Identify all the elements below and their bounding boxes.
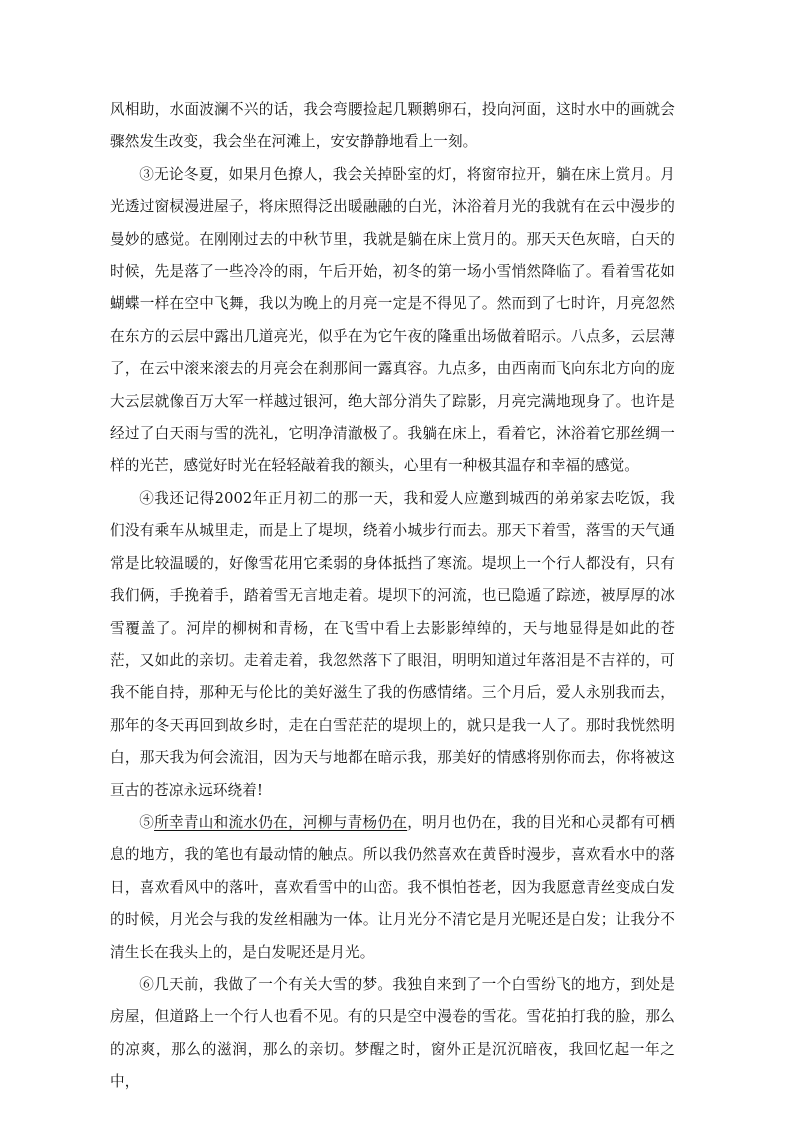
paragraph-6: ⑥几天前，我做了一个有关大雪的梦。我独自来到了一个白雪纷飞的地方，到处是房屋，但道路上一个行人也看不见。有的只是空中漫卷的雪花。雪花拍打我的脸，那么的凉爽，那么的滋润，那么的亲切。梦醒之时，窗外正是沉沉暗夜，我回忆起一年之中， — [110, 975, 675, 1091]
paragraph-4: ④我还记得2002年正月初二的那一天，我和爱人应邀到城西的弟弟家去吃饭，我们没有乘车从城里走，而是上了堤坝，绕着小城步行而去。那天下着雪，落雪的天气通常是比较温暖的，好像雪花用它柔弱的身体抵挡了寒流。堤坝上一个行人都没有，只有我们俩，手挽着手，踏着雪无言地走着。堤坝下的河流，也已隐遁了踪迹，被厚厚的冰雪覆盖了。河岸的柳树和青杨，在飞雪中看上去影影绰绰的，天与地显得是如此的苍茫，又如此的亲切。走着走着，我忽然落下了眼泪，明明知道过年落泪是不吉祥的，可我不能自持，那种无与伦比的美好滋生了我的伤感情绪。三个月后，爱人永别我而去，那年的冬天再回到故乡时，走在白雪茫茫的堤坝上的，就只是我一人了。那时我恍然明白，那天我为何会流泪，因为天与地都在暗示我，那美好的情感将别你而去，你将被这亘古的苍凉永远环绕着! — [110, 489, 675, 799]
paragraph-5 — [110, 807, 675, 969]
paragraph-5-number: ⑤ — [139, 813, 155, 831]
paragraph-3: ③无论冬夏，如果月色撩人，我会关掉卧室的灯，将窗帘拉开，躺在床上赏月。月光透过窗棂漫进屋子，将床照得泛出暖融融的白光，沐浴着月光的我就有在云中漫步的曼妙的感觉。在刚刚过去的中秋节里，我就是躺在床上赏月的。那天天色灰暗，白天的时候，先是落了一些冷冷的雨，午后开始，初冬的第一场小雪悄然降临了。看着雪花如蝴蝶一样在空中飞舞，我以为晚上的月亮一定是不得见了。然而到了七时许，月亮忽然在东方的云层中露出几道亮光，似乎在为它午夜的隆重出场做着昭示。八点多，云层薄了，在云中滚来滚去的月亮会在刹那间一露真容。九点多，由西南而飞向东北方向的庞大云层就像百万大军一样越过银河，绝大部分消失了踪影，月亮完满地现身了。也许是经过了白天雨与雪的洗礼，它明净清澈极了。我躺在床上，看着它，沐浴着它那丝绸一样的光芒，感觉好时光在轻轻敲着我的额头，心里有一种极其温存和幸福的感觉。 — [110, 165, 675, 475]
underlined-phrase: 所幸青山和流水仍在，河柳与青杨仍在 — [154, 813, 408, 831]
document-page — [110, 94, 675, 1099]
paragraph-5-text: ，明月也仍在，我的目光和心灵都有可栖息的地方，我的笔也有最动情的触点。所以我仍然喜欢在黄昏时漫步，喜欢看水中的落日，喜欢看风中的落叶，喜欢看雪中的山峦。我不惧怕苍老，因为我愿意青丝变成白发的时候，月光会与我的发丝相融为一体。让月光分不清它是月光呢还是白发；让我分不清生长在我头上的，是白发呢还是月光。 — [110, 813, 675, 961]
paragraph-continued: 风相助，水面波澜不兴的话，我会弯腰捡起几颗鹅卵石，投向河面，这时水中的画就会骤然发生改变，我会坐在河滩上，安安静静地看上一刻。 — [110, 101, 675, 151]
